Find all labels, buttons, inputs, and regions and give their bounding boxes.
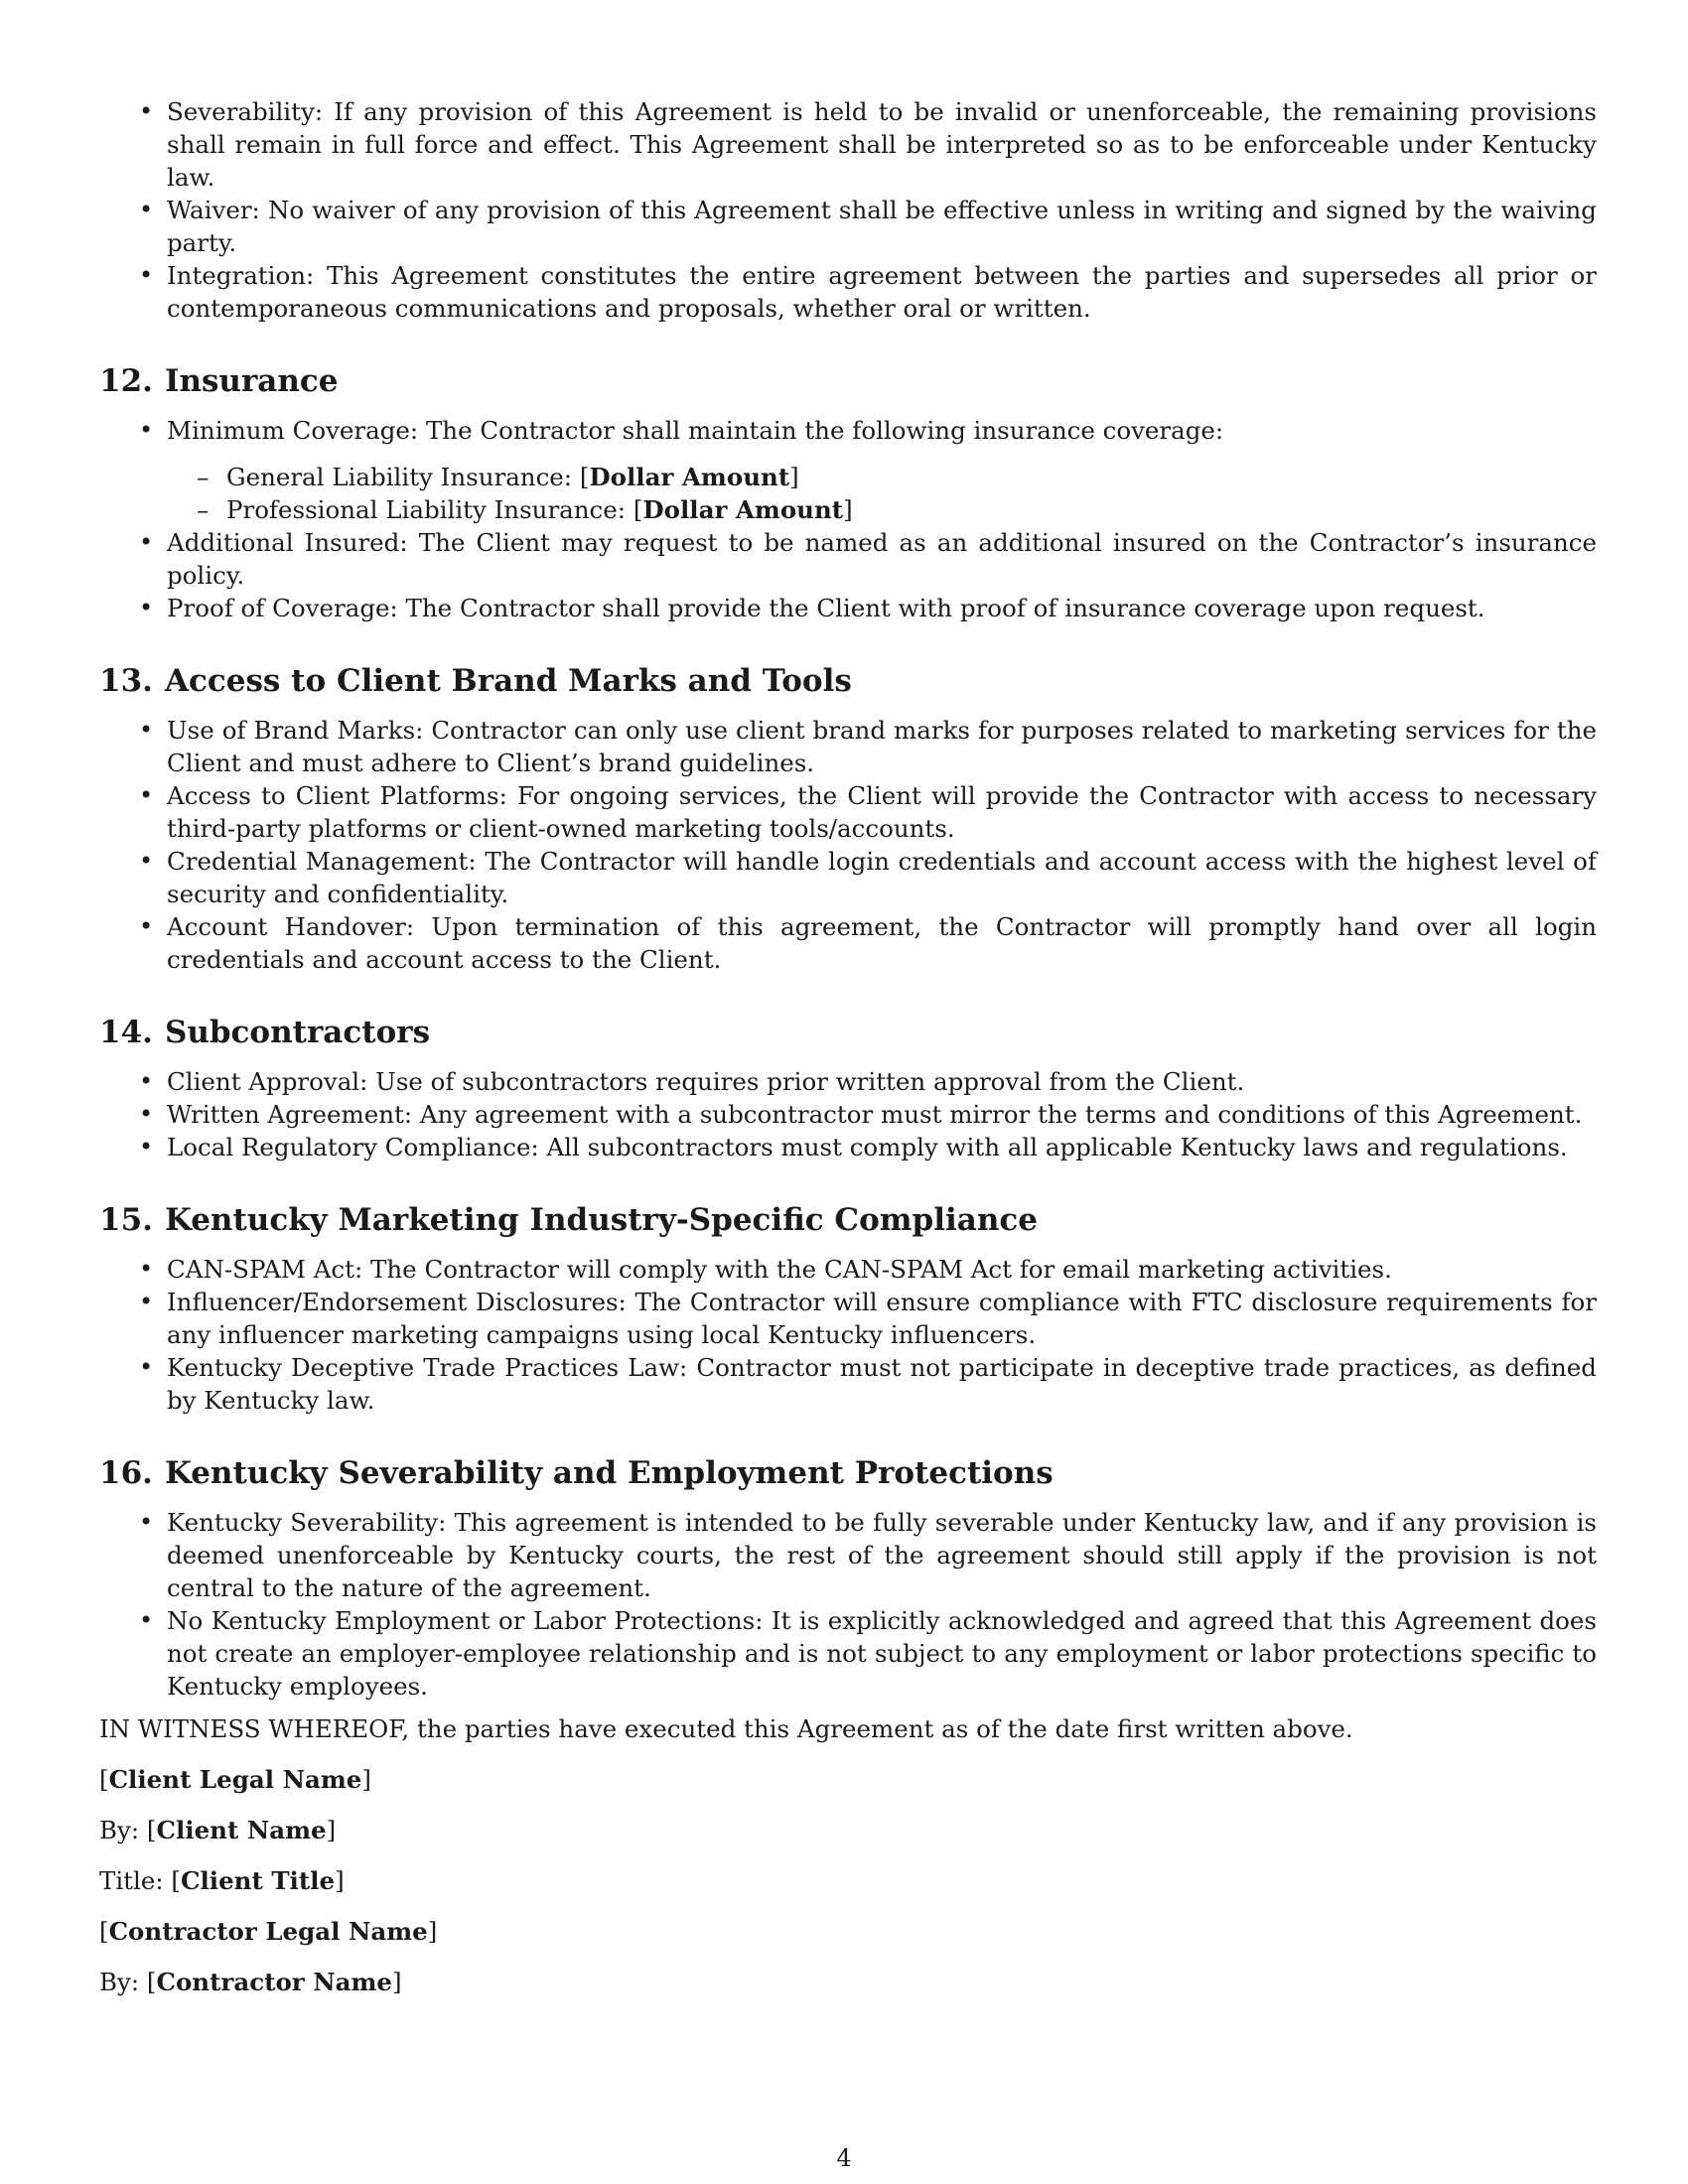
list-item: • Influencer/Endorsement Disclosures: The Contractor will ensure compliance with FTC disclosure requirements for any influencer marketing campaigns using local Kentucky influencers. <box>99 1286 1597 1351</box>
list-item: • CAN-SPAM Act: The Contractor will comply with the CAN-SPAM Act for email marketing activities. <box>99 1253 1597 1286</box>
client-legal-name: [Client Legal Name] <box>99 1765 371 1794</box>
section-list <box>99 714 1597 976</box>
sub-list-item: – General Liability Insurance: [Dollar Amount] <box>167 461 1597 493</box>
list-item: • Client Approval: Use of subcontractors requires prior written approval from the Client. <box>99 1065 1597 1098</box>
list-item: • Kentucky Deceptive Trade Practices Law: Contractor must not participate in deceptive trade practices, as defined by Kentucky law. <box>99 1351 1597 1417</box>
document-page <box>99 95 1597 1998</box>
page-number: 4 <box>836 2144 852 2172</box>
list-item: • Written Agreement: Any agreement with a subcontractor must mirror the terms and conditions of this Agreement. <box>99 1098 1597 1131</box>
sub-list-item: – Professional Liability Insurance: [Dollar Amount] <box>167 493 1597 526</box>
contractor-legal-name: [Contractor Legal Name] <box>99 1917 438 1946</box>
section-list <box>99 1506 1597 1703</box>
section-list <box>99 414 1597 624</box>
client-by-line: By: [Client Name] <box>99 1816 337 1844</box>
list-item: • Use of Brand Marks: Contractor can only use client brand marks for purposes related to marketing services for the Client and must adhere to Client’s brand guidelines. <box>99 714 1597 779</box>
contractor-by-line: By: [Contractor Name] <box>99 1968 402 1996</box>
list-item: • Minimum Coverage: The Contractor shall maintain the following insurance coverage: – General Liability Insurance: [Dollar Amount] – Professional Liability Insurance: [Dollar Amount] <box>99 414 1597 526</box>
sub-list <box>167 461 1597 526</box>
list-item: • Kentucky Severability: This agreement is intended to be fully severable under Kentucky law, and if any provision is deemed unenforceable by Kentucky courts, the rest of the agreement should still apply if the provision is not central to the nature of the agreement. <box>99 1506 1597 1604</box>
witness-statement: IN WITNESS WHEREOF, the parties have executed this Agreement as of the date first written above. <box>99 1714 1353 1743</box>
section-heading: 15. Kentucky Marketing Industry-Specific Compliance <box>99 1202 1039 1238</box>
list-item: • No Kentucky Employment or Labor Protections: It is explicitly acknowledged and agreed that this Agreement does not create an employer-employee relationship and is not subject to any employment or labor protections specific to Kentucky employees. <box>99 1604 1597 1703</box>
section-list <box>99 1253 1597 1417</box>
section-heading: 13. Access to Client Brand Marks and Tools <box>99 663 852 699</box>
list-item: • Account Handover: Upon termination of this agreement, the Contractor will promptly hand over all login credentials and account access to the Client. <box>99 910 1597 976</box>
general-provisions-list <box>99 95 1597 325</box>
section-compliance <box>99 1201 1597 1417</box>
client-title-line: Title: [Client Title] <box>99 1866 345 1895</box>
section-subcontractors <box>99 1014 1597 1163</box>
section-insurance <box>99 362 1597 624</box>
list-item: • Credential Management: The Contractor will handle login credentials and account access with the highest level of security and confidentiality. <box>99 845 1597 910</box>
section-brand-marks <box>99 662 1597 976</box>
list-item: • Local Regulatory Compliance: All subcontractors must comply with all applicable Kentucky laws and regulations. <box>99 1131 1597 1163</box>
section-heading: 12. Insurance <box>99 363 339 399</box>
list-item: • Waiver: No waiver of any provision of this Agreement shall be effective unless in writing and signed by the waiving party. <box>99 194 1597 259</box>
list-item: • Integration: This Agreement constitutes the entire agreement between the parties and supersedes all prior or contemporaneous communications and proposals, whether oral or written. <box>99 259 1597 325</box>
list-item: • Severability: If any provision of this Agreement is held to be invalid or unenforceable, the remaining provisions shall remain in full force and effect. This Agreement shall be interpreted so as to be enforceable under Kentucky law. <box>99 95 1597 194</box>
section-heading: 14. Subcontractors <box>99 1015 431 1050</box>
section-list <box>99 1065 1597 1163</box>
section-heading: 16. Kentucky Severability and Employment Protections <box>99 1455 1054 1491</box>
list-item: • Additional Insured: The Client may request to be named as an additional insured on the Contractor’s insurance policy. <box>99 526 1597 592</box>
list-item: • Proof of Coverage: The Contractor shall provide the Client with proof of insurance coverage upon request. <box>99 592 1597 624</box>
section-employment-protections <box>99 1454 1597 1703</box>
list-item: • Access to Client Platforms: For ongoing services, the Client will provide the Contractor with access to necessary third-party platforms or client-owned marketing tools/accounts. <box>99 779 1597 845</box>
